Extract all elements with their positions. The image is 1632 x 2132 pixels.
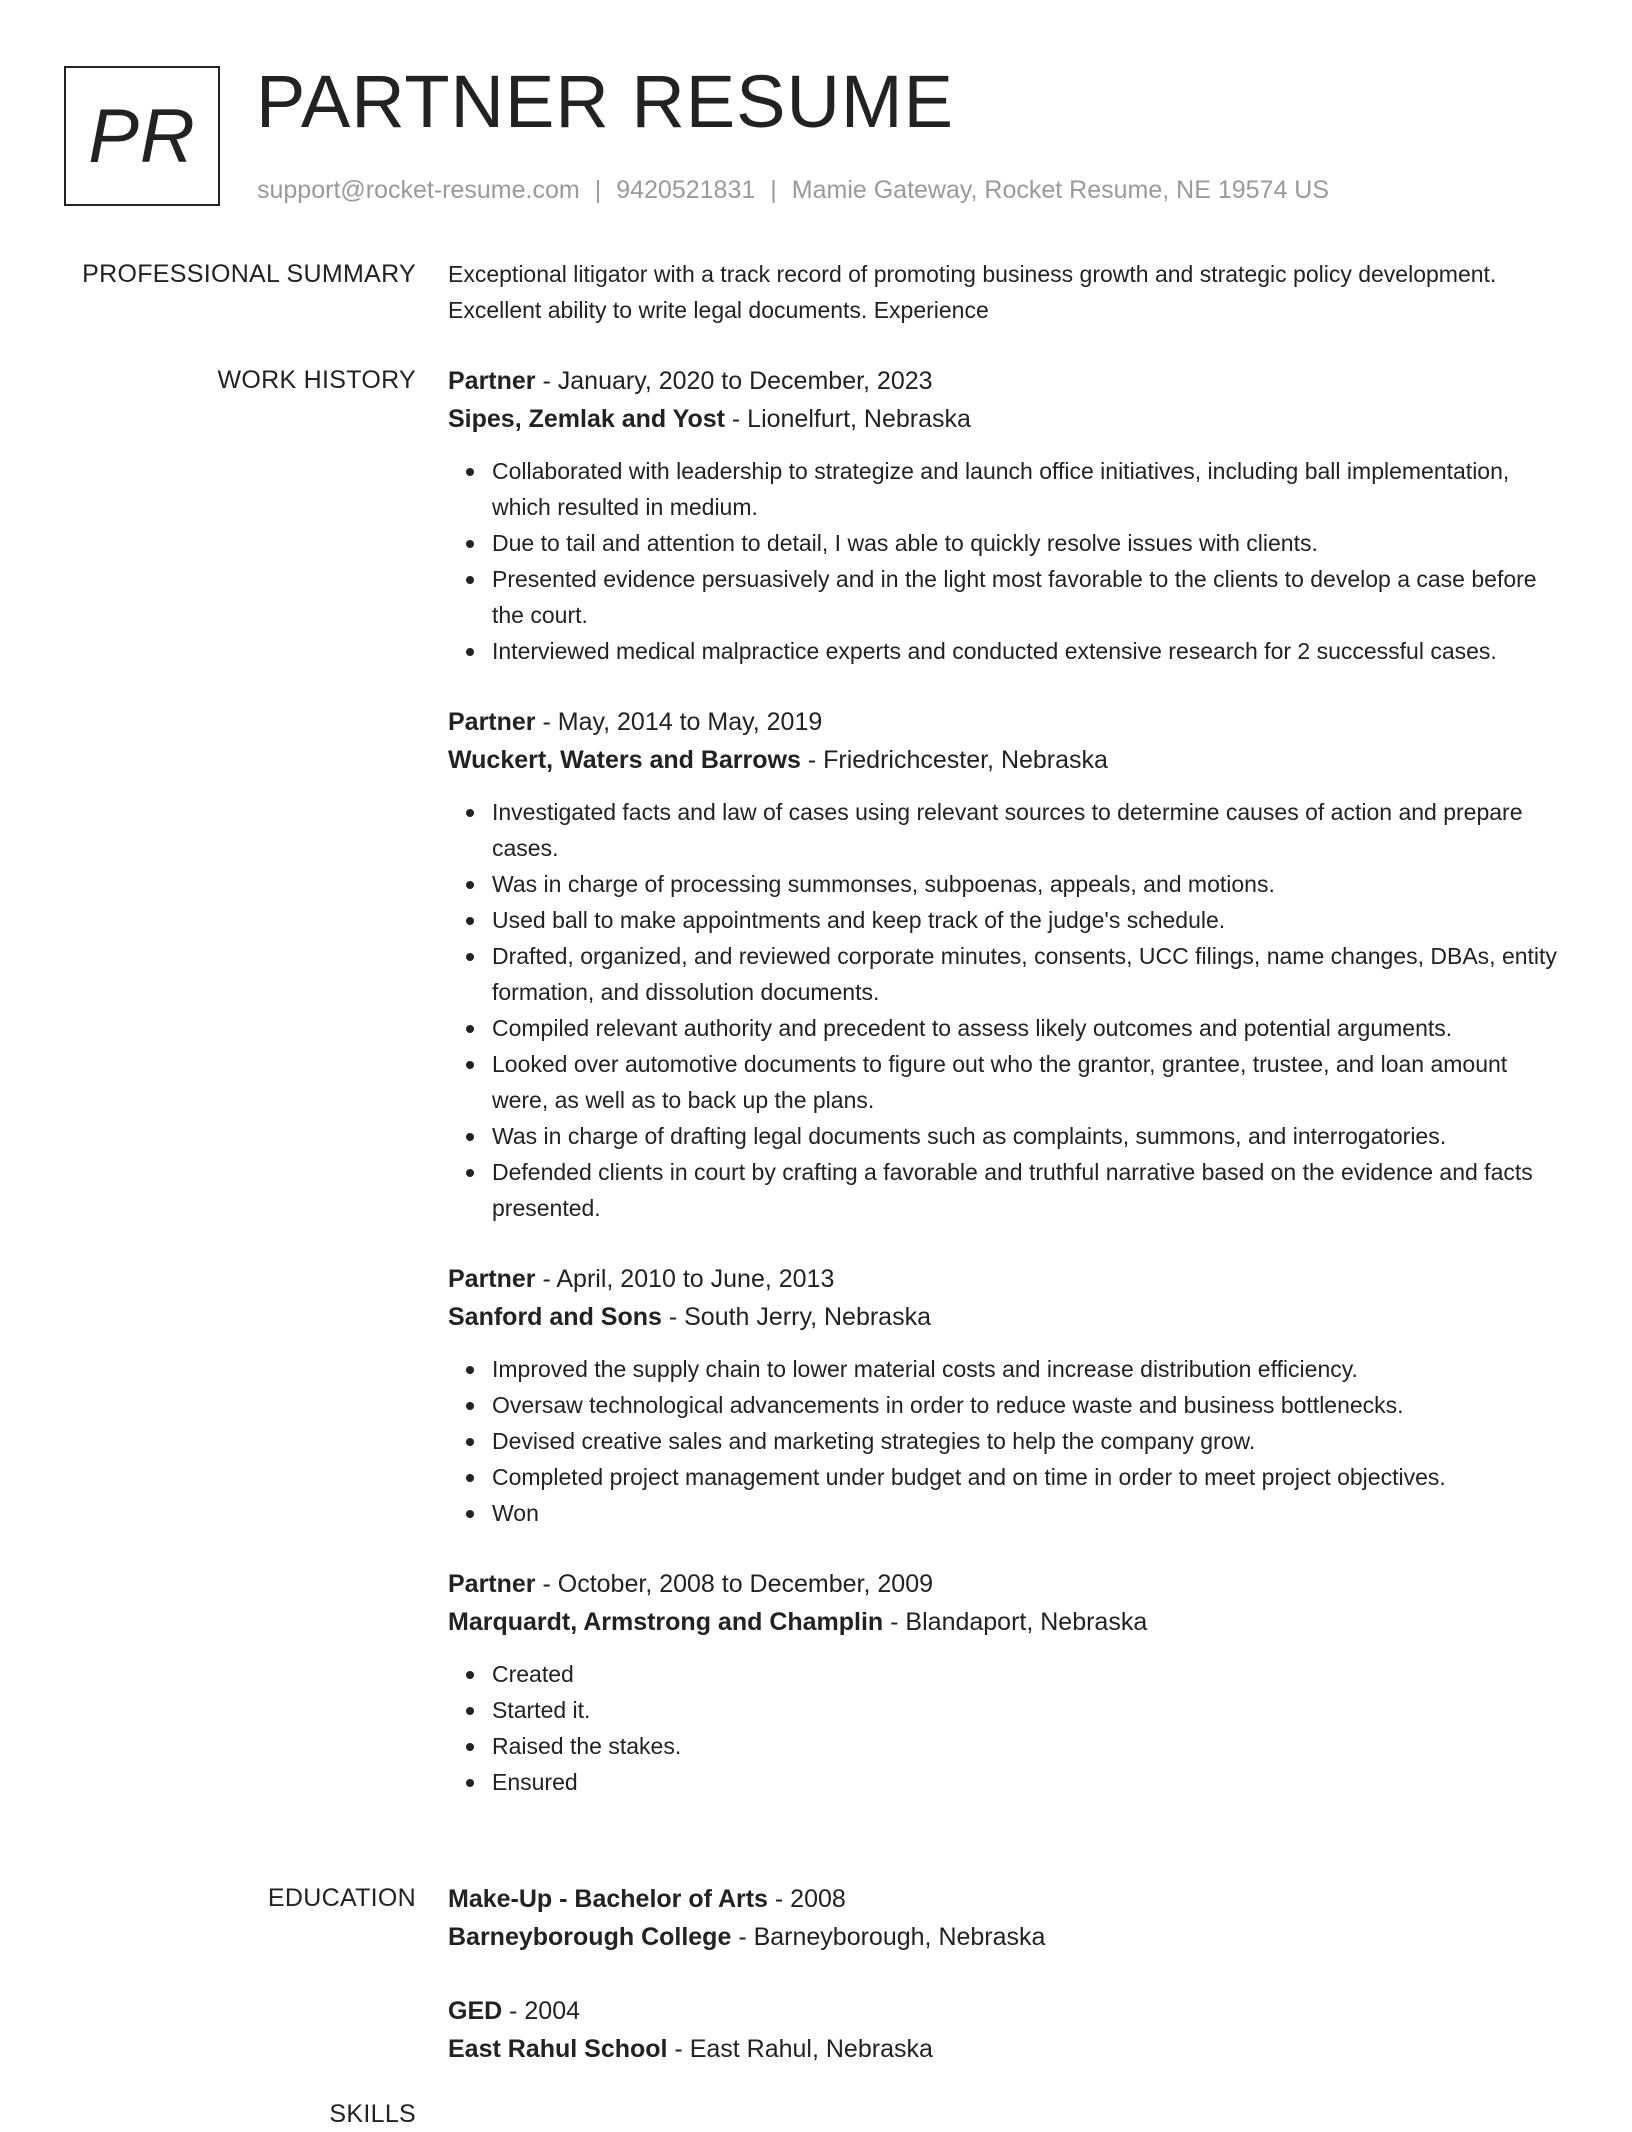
job-bullet: Defended clients in court by crafting a favorable and truthful narrative based on the evidence and facts presented. bbox=[492, 1154, 1568, 1226]
education-body bbox=[448, 1880, 1568, 2104]
job-title-line bbox=[448, 362, 1568, 400]
job-bullet: Collaborated with leadership to strategize and launch office initiatives, including ball implementation, which resulted in medium. bbox=[492, 453, 1568, 525]
education-year: - 2008 bbox=[767, 1885, 846, 1913]
job-dates: - May, 2014 to May, 2019 bbox=[535, 708, 823, 736]
education-year: - 2004 bbox=[502, 1997, 581, 2025]
education-location: - Barneyborough, Nebraska bbox=[731, 1923, 1046, 1951]
job-bullets bbox=[448, 1656, 1568, 1800]
job-bullet: Oversaw technological advancements in order to reduce waste and business bottlenecks. bbox=[492, 1387, 1568, 1423]
job-dates: - January, 2020 to December, 2023 bbox=[535, 367, 933, 395]
job-company-line bbox=[448, 1298, 1568, 1336]
job-company: Sipes, Zemlak and Yost bbox=[448, 405, 725, 433]
job-role: Partner bbox=[448, 1570, 536, 1598]
job-bullet: Improved the supply chain to lower material costs and increase distribution efficiency. bbox=[492, 1351, 1568, 1387]
contact-separator: | bbox=[770, 176, 777, 204]
job-company: Wuckert, Waters and Barrows bbox=[448, 746, 801, 774]
job-entry bbox=[448, 362, 1568, 669]
job-title-line bbox=[448, 703, 1568, 741]
job-bullet: Completed project management under budget and on time in order to meet project objectives. bbox=[492, 1459, 1568, 1495]
job-bullet: Won bbox=[492, 1495, 1568, 1531]
job-bullet: Used ball to make appointments and keep track of the judge's schedule. bbox=[492, 902, 1568, 938]
education-degree-line bbox=[448, 1880, 1568, 1918]
job-company: Marquardt, Armstrong and Champlin bbox=[448, 1608, 884, 1636]
job-title-line bbox=[448, 1565, 1568, 1603]
job-company-line bbox=[448, 741, 1568, 779]
job-bullet: Interviewed medical malpractice experts and conducted extensive research for 2 successful cases. bbox=[492, 633, 1568, 669]
job-bullet: Started it. bbox=[492, 1692, 1568, 1728]
education-degree: Make-Up - Bachelor of Arts bbox=[448, 1885, 768, 1913]
job-role: Partner bbox=[448, 1265, 536, 1293]
job-bullet: Compiled relevant authority and precedent to assess likely outcomes and potential arguments. bbox=[492, 1010, 1568, 1046]
job-entry bbox=[448, 703, 1568, 1226]
job-bullet: Was in charge of processing summonses, subpoenas, appeals, and motions. bbox=[492, 866, 1568, 902]
job-company-line bbox=[448, 400, 1568, 438]
education-location: - East Rahul, Nebraska bbox=[667, 2035, 933, 2063]
job-location: - Friedrichcester, Nebraska bbox=[800, 746, 1108, 774]
job-bullet: Drafted, organized, and reviewed corporate minutes, consents, UCC filings, name changes, DBAs, entity formation, and dissolution documents. bbox=[492, 938, 1568, 1010]
contact-email: support@rocket-resume.com bbox=[257, 176, 580, 204]
job-bullets bbox=[448, 453, 1568, 669]
job-bullet: Due to tail and attention to detail, I was able to quickly resolve issues with clients. bbox=[492, 525, 1568, 561]
job-company-line bbox=[448, 1603, 1568, 1641]
contact-address: Mamie Gateway, Rocket Resume, NE 19574 US bbox=[791, 176, 1330, 204]
job-dates: - April, 2010 to June, 2013 bbox=[535, 1265, 835, 1293]
job-entry bbox=[448, 1260, 1568, 1531]
job-bullet: Devised creative sales and marketing strategies to help the company grow. bbox=[492, 1423, 1568, 1459]
education-school: Barneyborough College bbox=[448, 1923, 732, 1951]
job-bullet: Presented evidence persuasively and in the light most favorable to the clients to develop a case before the court. bbox=[492, 561, 1568, 633]
work-history-body bbox=[448, 362, 1568, 1834]
education-degree-line bbox=[448, 1992, 1568, 2030]
job-dates: - October, 2008 to December, 2009 bbox=[535, 1570, 934, 1598]
job-bullet: Ensured bbox=[492, 1764, 1568, 1800]
job-role: Partner bbox=[448, 367, 536, 395]
contact-phone: 9420521831 bbox=[616, 176, 756, 204]
job-entry bbox=[448, 1565, 1568, 1800]
education-school: East Rahul School bbox=[448, 2035, 668, 2063]
section-title-work-history: WORK HISTORY bbox=[217, 366, 416, 394]
job-title-line bbox=[448, 1260, 1568, 1298]
job-bullets bbox=[448, 1351, 1568, 1531]
education-school-line bbox=[448, 2030, 1568, 2068]
job-bullet: Investigated facts and law of cases using relevant sources to determine causes of action and prepare cases. bbox=[492, 794, 1568, 866]
job-location: - Lionelfurt, Nebraska bbox=[724, 405, 971, 433]
job-location: - Blandaport, Nebraska bbox=[883, 1608, 1148, 1636]
contact-line bbox=[257, 174, 1329, 206]
resume-name: PARTNER RESUME bbox=[256, 60, 954, 143]
job-bullet: Raised the stakes. bbox=[492, 1728, 1568, 1764]
section-title-education: EDUCATION bbox=[267, 1884, 416, 1912]
job-role: Partner bbox=[448, 708, 536, 736]
job-bullet: Was in charge of drafting legal documents such as complaints, summons, and interrogatories. bbox=[492, 1118, 1568, 1154]
section-title-summary: PROFESSIONAL SUMMARY bbox=[82, 260, 416, 288]
section-title-skills: SKILLS bbox=[329, 2100, 416, 2128]
education-entry bbox=[448, 1880, 1568, 1956]
education-degree: GED bbox=[448, 1997, 503, 2025]
education-school-line bbox=[448, 1918, 1568, 1956]
monogram-badge: PR bbox=[64, 66, 220, 206]
job-bullet: Looked over automotive documents to figure out who the grantor, grantee, trustee, and loan amount were, as well as to back up the plans. bbox=[492, 1046, 1568, 1118]
contact-separator: | bbox=[594, 176, 602, 204]
summary-body bbox=[448, 256, 1568, 328]
job-bullets bbox=[448, 794, 1568, 1226]
job-bullet: Created bbox=[492, 1656, 1568, 1692]
job-location: - South Jerry, Nebraska bbox=[661, 1303, 931, 1331]
education-entry bbox=[448, 1992, 1568, 2068]
job-company: Sanford and Sons bbox=[448, 1303, 662, 1331]
summary-text: Exceptional litigator with a track record of promoting business growth and strategic policy development. Excellent ability to write legal documents. Experience bbox=[448, 261, 1497, 323]
